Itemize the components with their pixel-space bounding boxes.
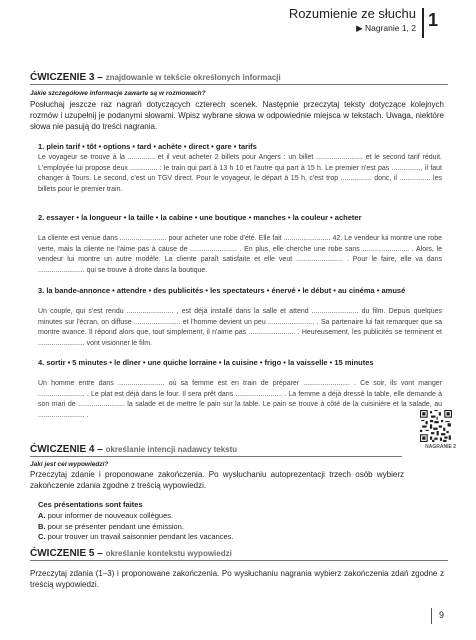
exercise-5-rule (30, 560, 448, 561)
exercise-4-label: ĆWICZENIE 4 – (30, 444, 103, 455)
item-2-words: 2. essayer • la longueur • la taille • la cabine • une boutique • manches • la couleur • acheter (38, 213, 362, 222)
option-text: pour se présenter pendant une émission. (47, 521, 184, 531)
item-4-words: 4. sortir • 5 minutes • le dîner • une quiche lorraine • la cuisine • frigo • la vaisselle • 15 minutes (38, 358, 374, 367)
exercise-3-instruction: Posłuchaj jeszcze raz nagrań dotyczących czterech scenek. Następnie przeczytaj teksty dotyczące kolejnych rozmów i uzupełnij je podanymi słowami. Wpisz wybrane słowa w odpowiednie miejsca w tekstach. Uwaga, niektóre słowa nie pasują do treści nagrania. (30, 100, 444, 131)
recording-reference: ▶ Nagranie 1, 2 (356, 23, 416, 33)
chapter-number: 1 (427, 10, 438, 30)
exercise-4-options (38, 511, 438, 543)
exercise-3-title (30, 72, 281, 83)
exercise-4-question: Jaki jest cel wypowiedzi? (30, 461, 109, 468)
exercise-5-title (30, 548, 232, 559)
exercise-3-label: ĆWICZENIE 3 – (30, 72, 103, 83)
option-text: pour trouver un travail saisonnier pendant les vacances. (47, 532, 234, 541)
page-header (212, 6, 452, 46)
exercise-3-question: Jakie szczegółowe informacje zawarte są w rozmowach? (30, 90, 206, 97)
exercise-3-subtitle: znajdowanie w tekście określonych informacji (105, 73, 281, 82)
item-1-text: Le voyageur se trouve à la .............. et il veut acheter 2 billets pour Angers : un billet ........................ et le second tarif réduit. L'employée lui propose deux .............. : le train qui part à 13 h 10 et l'autre qui part à 15 h. Le premier n'est pas ..............., il faut changer à Tours. Le second, c'est un TGV direct. Pour le voyageur, le départ à 15 h, c'est trop ................ donc, il ................ les billets pour le premier train. (38, 154, 442, 193)
exercise-5-label: ĆWICZENIE 5 – (30, 548, 103, 559)
item-3-words: 3. la bande-annonce • attendre • des publicités • les spectateurs • énervé • le début • au cinéma • amusé (38, 286, 406, 295)
page-number: 9 (438, 610, 444, 620)
page-number-divider (431, 608, 432, 624)
exercise-5-subtitle: określanie kontekstu wypowiedzi (105, 549, 232, 558)
option-letter: A. (38, 511, 46, 520)
option-text: pour informer de nouveaux collègues. (47, 511, 174, 520)
exercise-5-instruction: Przeczytaj zdania (1–3) i proponowane zakończenia. Po wysłuchaniu nagrania wybierz zakończenia zdań zgodne z treścią wypowiedzi. (30, 569, 444, 589)
qr-code-icon[interactable] (420, 410, 452, 442)
option-a[interactable] (38, 511, 438, 522)
exercise-3-rule (30, 84, 448, 85)
exercise-4-instruction: Przeczytaj zdanie i proponowane zakończenia. Po wysłuchaniu autoprezentacji trzech osób wybierz zakończenie zdania zgodne z treścią wypowiedzi. (30, 470, 404, 490)
exercise-4-stem: Ces présentations sont faites (38, 500, 143, 509)
item-2-text: La cliente est venue dans ........................ pour acheter une robe d'été. Elle fait ........................ 42. Le vendeur lui montre une robe verte, mais la cliente ne l'aime pas à cause de ........................ . En plus, elle cherche une robe sans ........................ . Alors, le vendeur lui montre un autre modèle. La cliente paraît satisfaite et elle veut ........................ . Pour le faire, elle va dans ........................ qui se trouve à droite dans la boutique. (38, 235, 442, 274)
exercise-4-subtitle: określanie intencji nadawcy tekstu (105, 445, 238, 454)
header-divider (422, 8, 424, 38)
item-4-text: Un homme entre dans ........................ où sa femme est en train de préparer ........................ . Ce soir, ils vont manger ........................ . Le plat est déjà dans le four. Il sera prêt dans ........................ . La femme a déjà dressé la table, elle demande à son mari de ........................ la salade et de mettre le pain sur la table. Le pain se trouve à côté de la cuisinière et la salade, au ........................ . (38, 380, 442, 419)
item-3-text: Un couple, qui s'est rendu ........................ , est déjà installé dans la salle et attend ........................ du film. Depuis quelques minutes sur l'écran, on diffuse ........................ et l'homme devient un peu ........................ . Sa partenaire lui fait remarquer que sa montre avance. Il répond alors que, tout simplement, il n'aime pas ........................ . Heureusement, les publicités se terminent et ........................ vont visionner le film. (38, 308, 442, 347)
option-c[interactable] (38, 532, 438, 543)
exercise-4-title (30, 444, 237, 455)
option-letter: B. (38, 521, 46, 531)
option-b[interactable] (38, 522, 438, 533)
exercise-4-rule (30, 456, 402, 457)
item-1-words: 1. plein tarif • tôt • options • tard • achète • direct • gare • tarifs (38, 142, 257, 151)
option-letter: C. (38, 532, 46, 541)
section-title: Rozumienie ze słuchu (288, 6, 416, 21)
qr-code-label: NAGRANIE 2 (425, 444, 456, 450)
